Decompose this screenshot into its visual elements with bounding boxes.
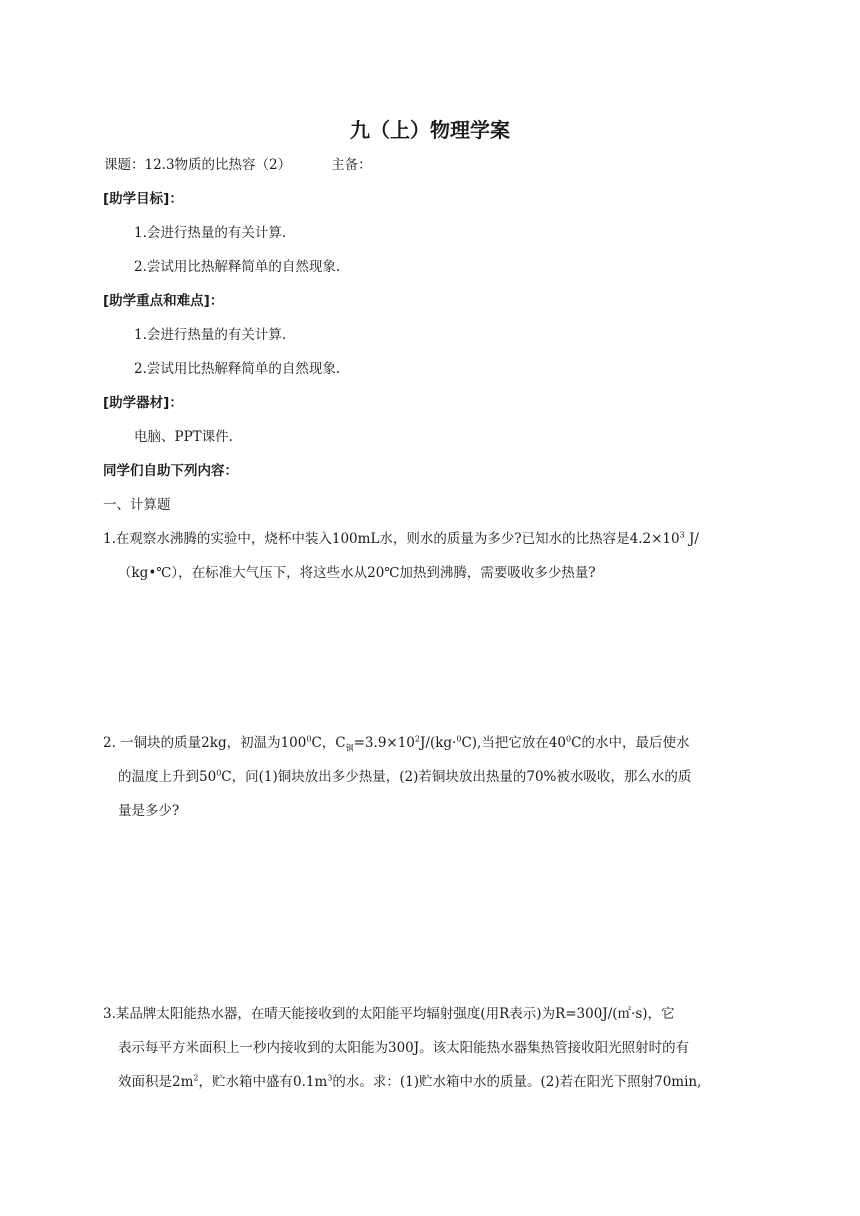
subject-line xyxy=(104,155,372,175)
goals-heading: [助学目标]： xyxy=(103,191,183,207)
preparer-label: 主备： xyxy=(331,157,372,173)
key-points-heading: [助学重点和难点]： xyxy=(103,293,224,309)
question-2-line-2: 的温度上升到$50^0C$，问(1)铜块放出多少热量，(2)若铜块放出热量的70%被水吸收，那么水的质 xyxy=(118,768,692,785)
key-point-item: 1.会进行热量的有关计算. xyxy=(134,327,287,343)
goal-item: 2.尝试用比热解释简单的自然现象. xyxy=(134,259,341,275)
question-2-line-1: 2. 一铜块的质量2kg，初温为$100^0C$，$C_铜=3.9\times 10^2J/(kg\cdot^0C)$,当把它放在$40^0C$的水中，最后使水 xyxy=(103,734,690,753)
question-1-line-1: 1.在观察水沸腾的实验中，烧杯中装入100mL水，则水的质量为多少?已知水的比热容是$4.2\times 10^3$ J/ xyxy=(103,530,699,547)
self-study-heading: 同学们自助下列内容： xyxy=(103,463,238,479)
key-point-item: 2.尝试用比热解释简单的自然现象. xyxy=(134,361,341,377)
question-1-line-2: （kg•℃），在标准大气压下，将这些水从20℃加热到沸腾，需要吸收多少热量? xyxy=(118,565,596,581)
question-3-line-2: 表示每平方米面积上一秒内接收到的太阳能为300J。该太阳能热水器集热管接收阳光照射时的有 xyxy=(118,1040,690,1056)
materials-text: 电脑、PPT课件. xyxy=(134,429,233,445)
question-3-line-3: 效面积是$2m^2$，贮水箱中盛有$0.1m^3$的水。求：(1)贮水箱中水的质量。(2)若在阳光下照射70min, xyxy=(118,1073,702,1090)
question-3-line-1: 3.某品牌太阳能热水器，在晴天能接收到的太阳能平均辐射强度(用R表示)为R=300J/(㎡·s)，它 xyxy=(103,1006,675,1022)
subject-label: 课题：12.3物质的比热容（2） xyxy=(104,157,292,173)
goal-item: 1.会进行热量的有关计算. xyxy=(134,225,287,241)
page-title: 九（上）物理学案 xyxy=(350,118,510,142)
question-2-line-3: 量是多少? xyxy=(118,803,180,819)
section-title: 一、计算题 xyxy=(103,497,171,513)
materials-heading: [助学器材]： xyxy=(103,395,183,411)
